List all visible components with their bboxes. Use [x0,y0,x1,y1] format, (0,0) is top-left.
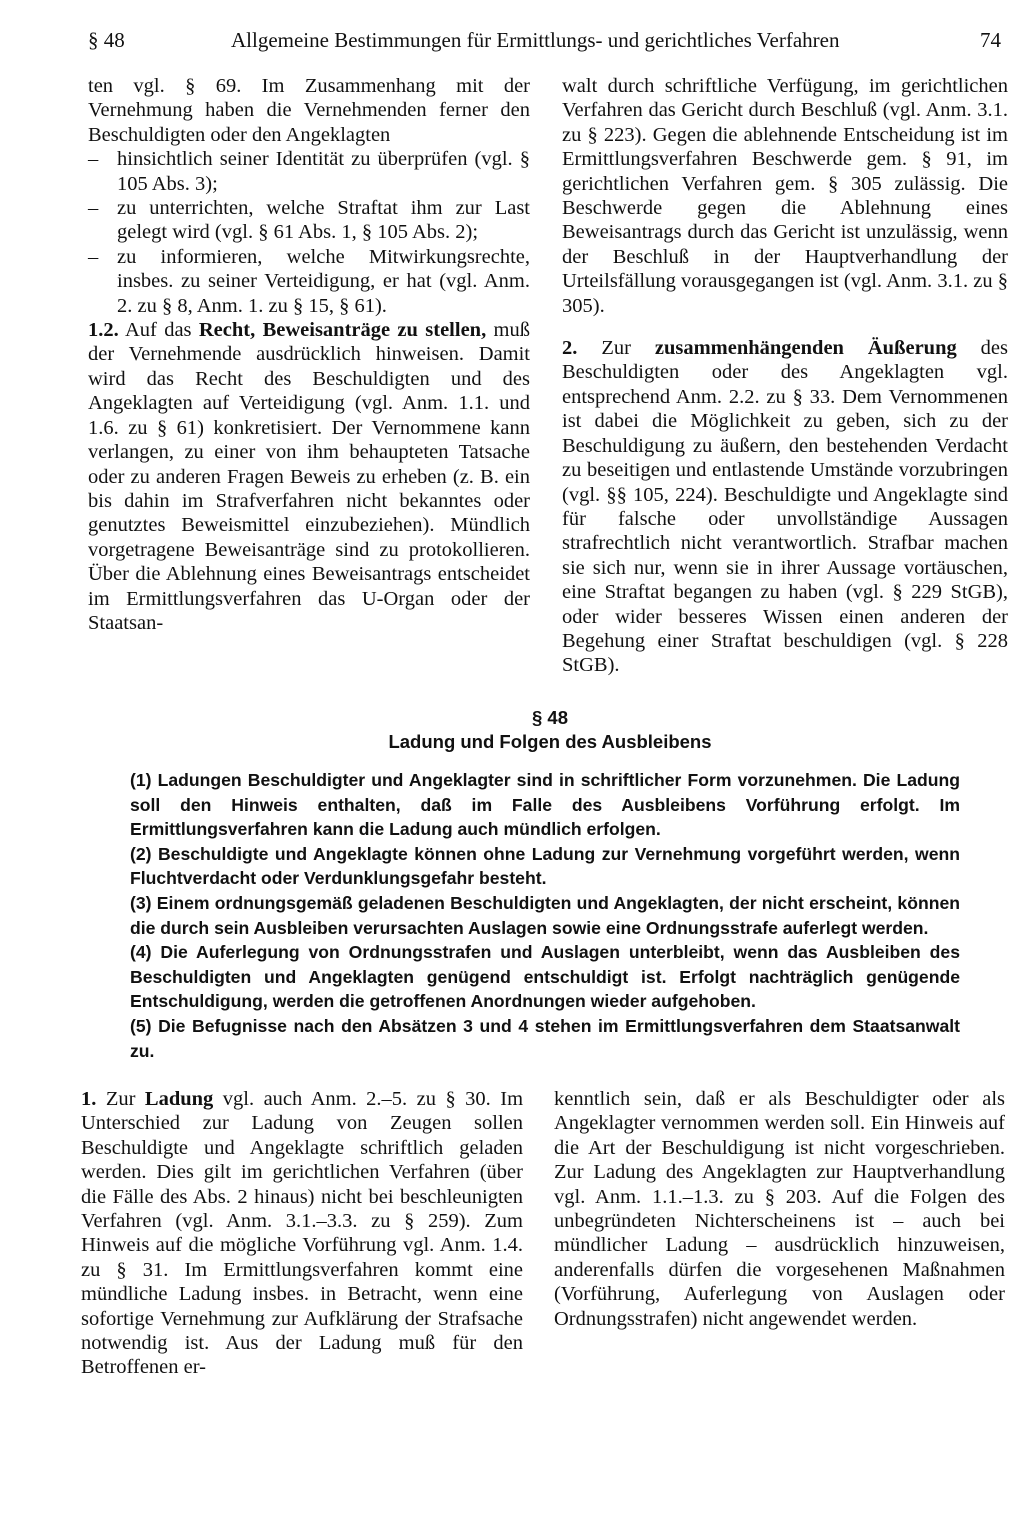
continued-paragraph: walt durch schriftliche Verfügung, im gerichtlichen Verfahren das Gericht durch Beschluß (vgl. Anm. 3.1. zu § 223). Gegen die ablehnende Entscheidung ist im Ermittlungsverfahren Beschwerde gem. § 91, im gerichtlichen Verfahren gem. § 305 zulässig. Die Beschwerde gegen die Ablehnung eines Beweisantrags durch das Gericht ist unzulässig, wenn der Beschluß in der Hauptverhandlung der Urteilsfällung vorausgegangen ist (vgl. Anm. 3.1. zu § 305). [562,75,1008,317]
page-number: 74 [980,28,1001,52]
paragraph-keyword: Recht, Beweisanträge zu stellen, [198,319,487,342]
duties-list [88,147,530,318]
paragraph-text: muß der Vernehmende ausdrücklich hinweisen. Damit wird das Recht des Beschuldigten und des Angeklagten auf Verteidigung (vgl. Anm. 1.1. und 1.6. zu § 61) konkretisiert. Der Vernommene kann verlangen, zu einer von ihm behaupteten Tatsache oder zu anderen Fragen Beweis zu erheben (z. B. ein bis dahin im Strafverfahren nicht bekanntes oder genutztes Beweismittel einzubeziehen). Mündlich vorgetragene Beweisanträge sind zu protokollieren. Über die Ablehnung eines Beweisantrags entscheidet im Ermittlungsverfahren das U-Organ oder der Staatsan- [88,319,530,634]
paragraph-number: 2. [562,337,578,360]
paragraph-2 [562,336,1008,678]
paragraph-number: 1. [81,1088,97,1110]
paragraph-keyword: zusammenhängenden Äußerung [654,337,957,360]
paragraph-lead: Zur [105,1088,136,1110]
paragraph-text: des Beschuldigten oder des Angeklagten vgl. entsprechend Anm. 2.2. zu § 33. Dem Vernommenen ist dabei die Möglichkeit zu geben, sich zu der Beschuldigung zu äußern, den bestehenden Verdacht zu beseitigen und entlastende Umstände vorzubringen (vgl. §§ 105, 224). Beschuldigte und Angeklagte sind für falsche oder unvollständige Aussagen strafrechtlich nicht verantwortlich. Strafbar machen sie sich nur, wenn sie in ihrer Aussage vortäuschen, eine Straftat begangen zu haben (vgl. § 229 StGB), oder wider besseres Wissen einen anderen der Begehung einer Straftat beschuldigen (vgl. § 228 StGB). [562,337,1008,677]
header-section: § 48 [88,28,125,52]
intro-paragraph: ten vgl. § 69. Im Zusammenhang mit der Vernehmung haben die Vernehmenden ferner den Beschuldigten oder den Angeklagten [88,75,530,146]
list-item: – zu unterrichten, welche Straftat ihm zur Last gelegt wird (vgl. § 61 Abs. 1, § 105 Abs. 2); [88,196,530,245]
paragraph-1-2 [88,318,530,635]
section-title: Ladung und Folgen des Ausbleibens [388,731,712,752]
paragraph-lead: Zur [601,337,631,360]
list-item: – hinsichtlich seiner Identität zu überprüfen (vgl. § 105 Abs. 3); [88,147,530,196]
header-title: Allgemeine Bestimmungen für Ermittlungs- und gerichtliches Verfahren [231,28,840,52]
commentary-bottom-right-column [554,1087,1005,1331]
continued-paragraph: kenntlich sein, daß er als Beschuldigter oder als Angeklagter vernommen werden soll. Ein Hinweis auf die Art der Beschuldigung ist nicht vorgeschrieben. Zur Ladung des Angeklagten zur Hauptverhandlung vgl. Anm. 1.1.–1.3. zu § 203. Auf die Folgen des unbegründeten Nichterscheinens ist – auch bei mündlicher Ladung – ausdrücklich hinzuweisen, anderenfalls dürfen die vorgesehenen Maßnahmen (Vorführung, Auferlegung von Auslagen oder Ordnungsstrafen) nicht angewendet werden. [554,1088,1005,1330]
running-header [88,28,1008,58]
commentary-top-right-column [562,74,1008,678]
statute-paragraph: (4) Die Auferlegung von Ordnungsstrafen und Auslagen unterbleibt, wenn das Ausbleiben des Beschuldigten und Angeklagten genügend entschuldigt ist. Erfolgt nachträglich genügende Entschuldigung, werden die getroffenen Anordnungen wieder aufgehoben. [130,942,960,1012]
paragraph-keyword: Ladung [144,1088,214,1110]
statute-paragraph: (3) Einem ordnungsgemäß geladenen Beschuldigten und Angeklagten, der nicht erscheint, können die durch sein Ausbleiben verursachten Auslagen sowie eine Ordnungsstrafe auferlegt werden. [130,892,960,938]
section-heading [90,706,1010,754]
paragraph-lead: Auf das [124,319,192,342]
statute-paragraph: (5) Die Befugnisse nach den Absätzen 3 und 4 stehen im Ermittlungsverfahren dem Staatsanwalt zu. [130,1015,960,1061]
statute-text [130,768,960,1063]
paragraph-1 [81,1087,523,1380]
commentary-bottom-left-column [81,1087,523,1380]
statute-paragraph: (1) Ladungen Beschuldigter und Angeklagter sind in schriftlicher Form vorzunehmen. Die Ladung soll den Hinweis enthalten, daß im Falle des Ausbleibens Vorführung erfolgt. Im Ermittlungsverfahren kann die Ladung auch mündlich erfolgen. [130,770,960,840]
list-item: – zu informieren, welche Mitwirkungsrechte, insbes. zu seiner Verteidigung, er hat (vgl. Anm. 2. zu § 8, Anm. 1. zu § 15, § 61). [88,245,530,318]
statute-paragraph: (2) Beschuldigte und Angeklagte können ohne Ladung zur Vernehmung vorgeführt werden, wenn Fluchtverdacht oder Verdunklungsgefahr besteht. [130,843,960,889]
commentary-top-left-column [88,74,530,635]
section-number: § 48 [531,707,568,728]
paragraph-number: 1.2. [88,319,119,342]
paragraph-text: vgl. auch Anm. 2.–5. zu § 30. Im Unterschied zur Ladung von Zeugen sollen Beschuldigte und Angeklagte schriftlich geladen werden. Dies gilt im gerichtlichen Verfahren (über die Fälle des Abs. 2 hinaus) nicht bei beschleunigten Verfahren (vgl. Anm. 3.1.–3.3. zu § 259). Zum Hinweis auf die mögliche Vorführung vgl. Anm. 1.4. zu § 31. Im Ermittlungsverfahren kommt eine mündliche Ladung insbes. in Betracht, wenn eine sofortige Vernehmung zur Aufklärung der Strafsache notwendig ist. Aus der Ladung muß für den Betroffenen er- [81,1088,524,1379]
